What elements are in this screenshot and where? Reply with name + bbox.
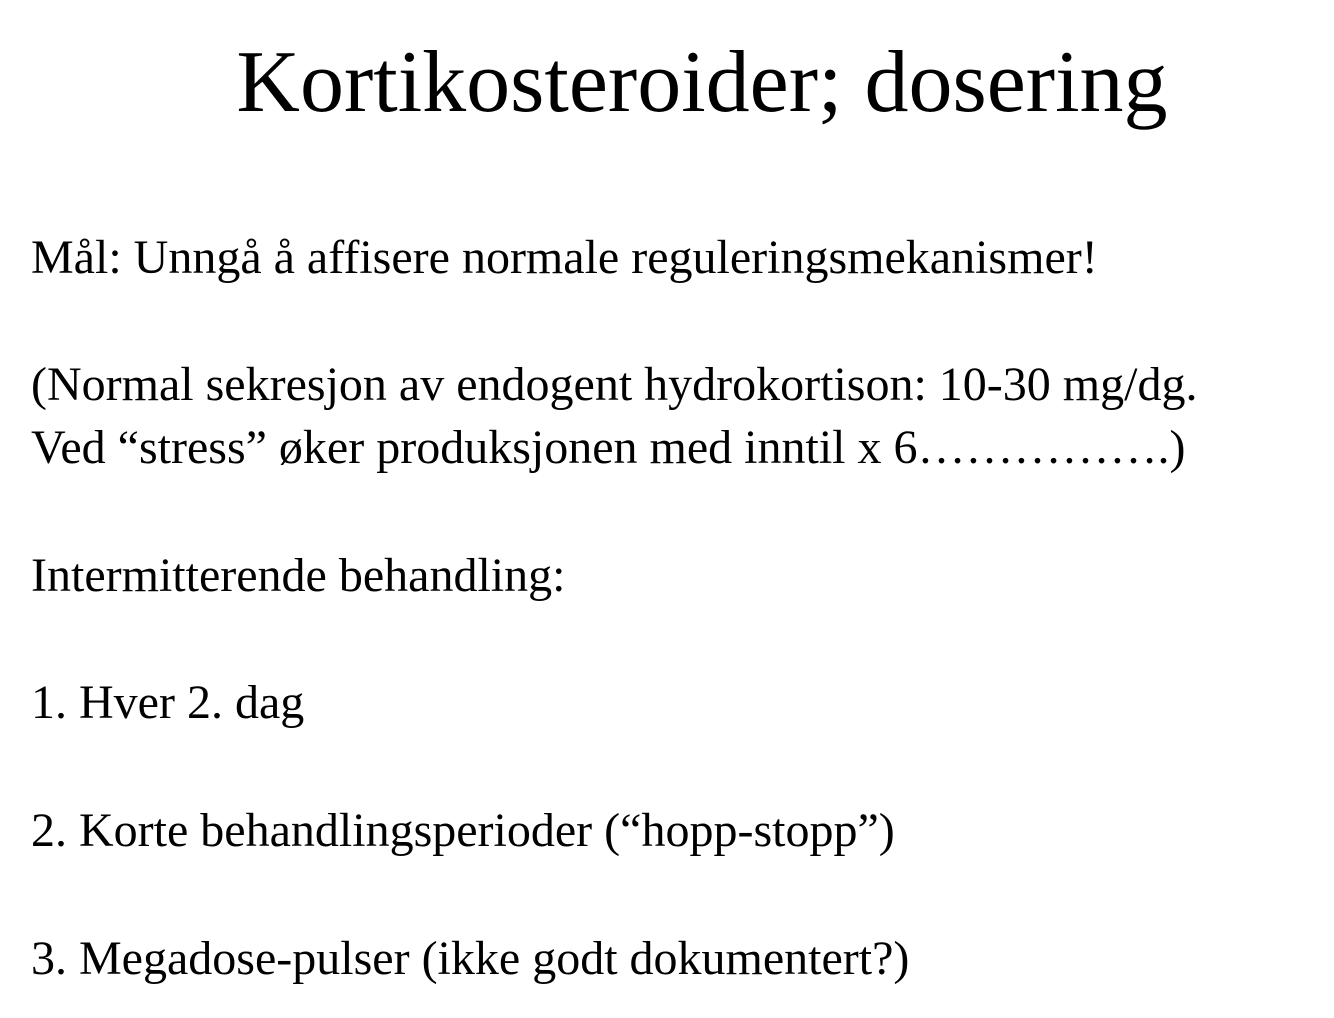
slide-title: Kortikosteroider; dosering xyxy=(236,34,1168,131)
intermittent-heading: Intermitterende behandling: xyxy=(31,549,566,602)
list-item: 3. Megadose-pulser (ikke godt dokumentert?) xyxy=(31,932,910,985)
normal-secretion-line-2: Ved “stress” øker produksjonen med inntil x 6…………….) xyxy=(31,421,1186,474)
goal-text: Mål: Unngå å affisere normale reguleringsmekanismer! xyxy=(31,231,1098,284)
list-item: 1. Hver 2. dag xyxy=(31,676,305,729)
list-item: 2. Korte behandlingsperioder (“hopp-stopp”) xyxy=(31,804,895,857)
normal-secretion-line-1: (Normal sekresjon av endogent hydrokortison: 10-30 mg/dg. xyxy=(31,358,1198,411)
